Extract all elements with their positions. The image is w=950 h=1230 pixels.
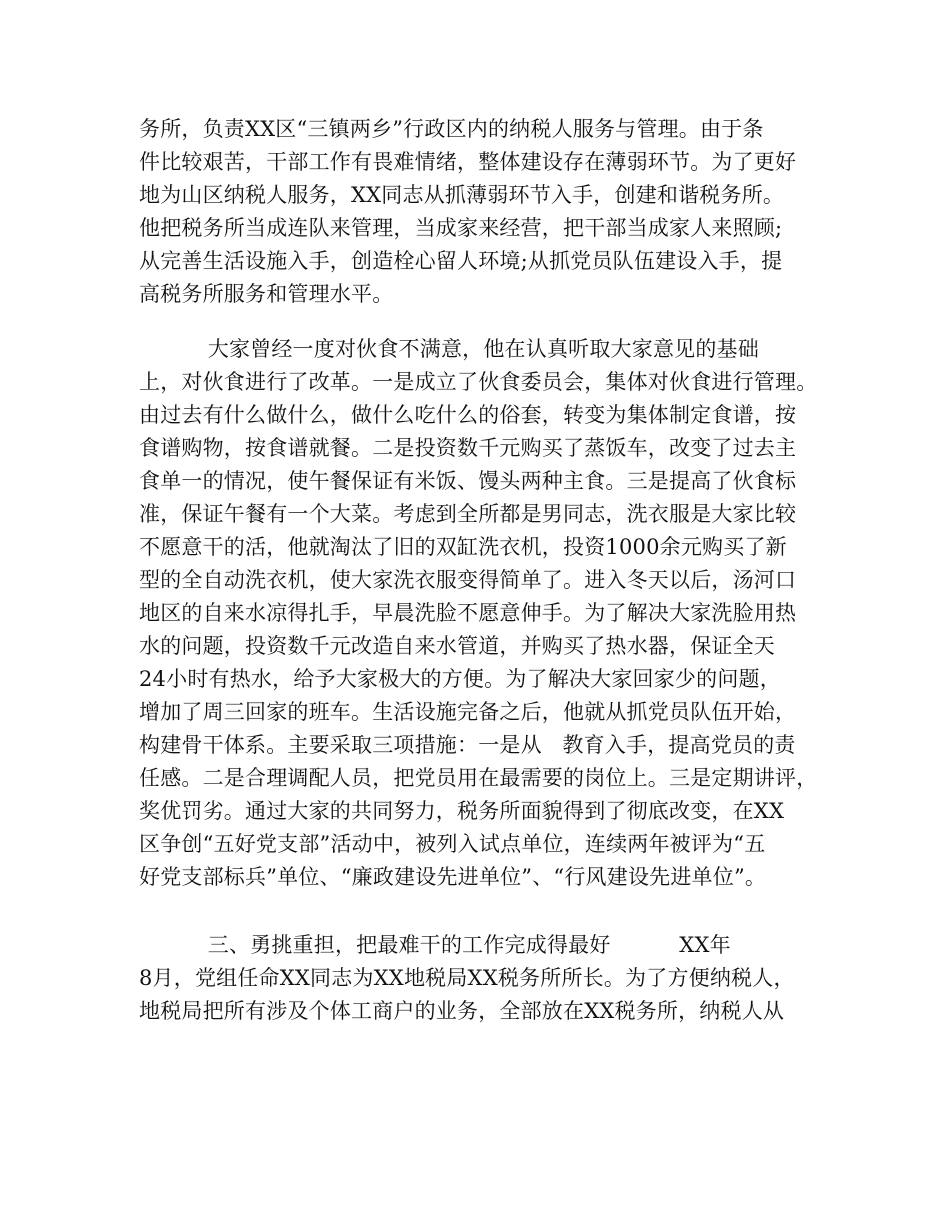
text-line: 好党支部标兵”单位、“廉政建设先进单位”、“行风建设先进单位”。 <box>139 865 767 889</box>
text-line: 件比较艰苦，干部工作有畏难情绪，整体建设存在薄弱环节。为了更好 <box>139 150 797 174</box>
text-line: 增加了周三回家的班车。生活设施完备之后，他就从抓党员队伍开始， <box>139 700 797 724</box>
text-line: 食单一的情况，使午餐保证有米饭、馒头两种主食。三是提高了伙食标 <box>139 469 797 493</box>
text-line: 水的问题，投资数千元改造自来水管道，并购买了热水器，保证全天 <box>139 634 775 658</box>
text-line: 地区的自来水凉得扎手，早晨洗脸不愿意伸手。为了解决大家洗脸用热 <box>139 601 797 625</box>
text-line: 他把税务所当成连队来管理，当成家来经营，把干部当成家人来照顾; <box>139 216 783 240</box>
text-line: 高税务所服务和管理水平。 <box>139 282 394 306</box>
text-line: 不愿意干的活，他就淘汰了旧的双缸洗衣机，投资1000余元购买了新 <box>139 535 787 559</box>
text-line: 由过去有什么做什么，做什么吃什么的俗套，转变为集体制定食谱，按 <box>139 403 797 427</box>
text-line: 地为山区纳税人服务，XX同志从抓薄弱环节入手，创建和谐税务所。 <box>139 183 785 207</box>
text-line: 地税局把所有涉及个体工商户的业务，全部放在XX税务所，纳税人从 <box>139 999 785 1023</box>
text-line: 区争创“五好党支部”活动中，被列入试点单位，连续两年被评为“五 <box>139 832 766 856</box>
text-line: 型的全自动洗衣机，使大家洗衣服变得简单了。进入冬天以后，汤河口 <box>139 568 797 592</box>
text-line: 大家曾经一度对伙食不满意，他在认真听取大家意见的基础 <box>139 337 759 361</box>
section-heading-line: 三、勇挑重担，把最难干的工作完成得最好 XX年 <box>139 933 731 957</box>
text-line: 务所，负责XX区“三镇两乡”行政区内的纳税人服务与管理。由于条 <box>139 117 764 141</box>
text-line: 准，保证午餐有一个大菜。考虑到全所都是男同志，洗衣服是大家比较 <box>139 502 797 526</box>
text-line: 构建骨干体系。主要采取三项措施：一是从 教育入手，提高党员的责 <box>139 733 796 757</box>
text-line: 8月，党组任命XX同志为XX地税局XX税务所所长。为了方便纳税人， <box>139 966 795 990</box>
text-line: 从完善生活设施入手，创造栓心留人环境;从抓党员队伍建设入手，提 <box>139 249 783 273</box>
text-line: 奖优罚劣。通过大家的共同努力，税务所面貌得到了彻底改变，在XX <box>139 799 785 823</box>
text-line: 上，对伙食进行了改革。一是成立了伙食委员会，集体对伙食进行管理。 <box>139 370 818 394</box>
text-line: 食谱购物，按食谱就餐。二是投资数千元购买了蒸饭车，改变了过去主 <box>139 436 797 460</box>
text-line: 任感。二是合理调配人员，把党员用在最需要的岗位上。三是定期讲评， <box>139 766 818 790</box>
text-line: 24小时有热水，给予大家极大的方便。为了解决大家回家少的问题， <box>139 667 781 691</box>
